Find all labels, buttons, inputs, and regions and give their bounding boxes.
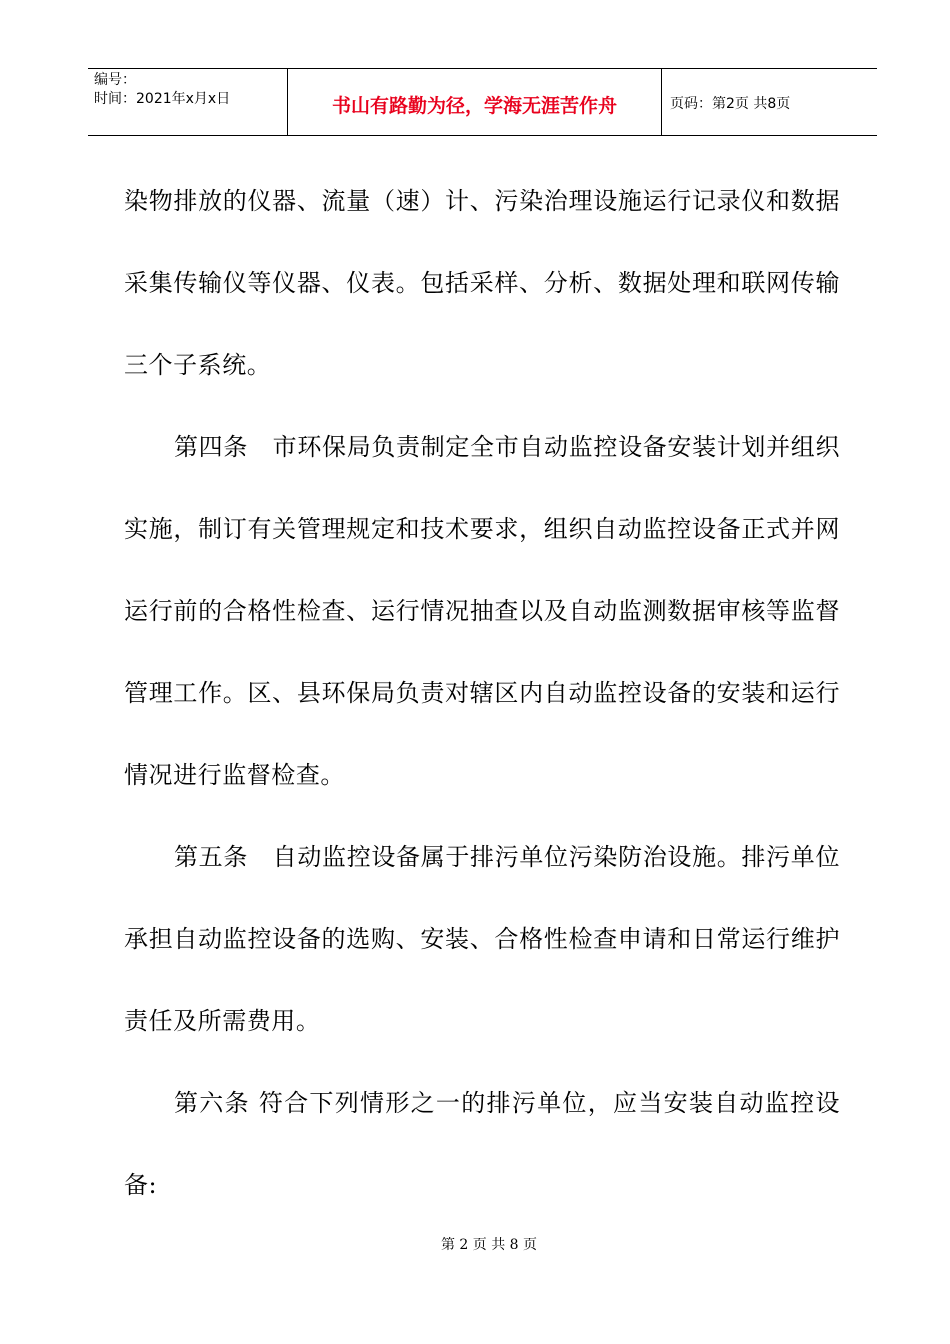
- header-page-info: 页码：第2页 共8页: [670, 96, 791, 112]
- page-footer: 第 2 页 共 8 页: [440, 1237, 538, 1253]
- document-date: 时间：2021年x月x日: [94, 91, 231, 107]
- document-header: [88, 68, 877, 136]
- paragraph-article-5: 第五条 自动监控设备属于排污单位污染防治设施。排污单位承担自动监控设备的选购、安装、合格性检查申请和日常运行维护责任及所需费用。: [124, 843, 840, 1035]
- paragraph-continuation: 染物排放的仪器、流量（速）计、污染治理设施运行记录仪和数据采集传输仪等仪器、仪表。包括采样、分析、数据处理和联网传输三个子系统。: [124, 187, 840, 379]
- document-body: [124, 160, 840, 1226]
- header-meta: [88, 69, 288, 135]
- header-motto: 书山有路勤为径，学海无涯苦作舟: [288, 69, 662, 135]
- document-number-label: 编号：: [94, 72, 136, 88]
- paragraph-article-4: 第四条 市环保局负责制定全市自动监控设备安装计划并组织实施，制订有关管理规定和技术要求，组织自动监控设备正式并网运行前的合格性检查、运行情况抽查以及自动监测数据审核等监督管理工作。区、县环保局负责对辖区内自动监控设备的安装和运行情况进行监督检查。: [124, 433, 840, 789]
- paragraph-article-6: 第六条 符合下列情形之一的排污单位，应当安装自动监控设备:: [124, 1089, 840, 1199]
